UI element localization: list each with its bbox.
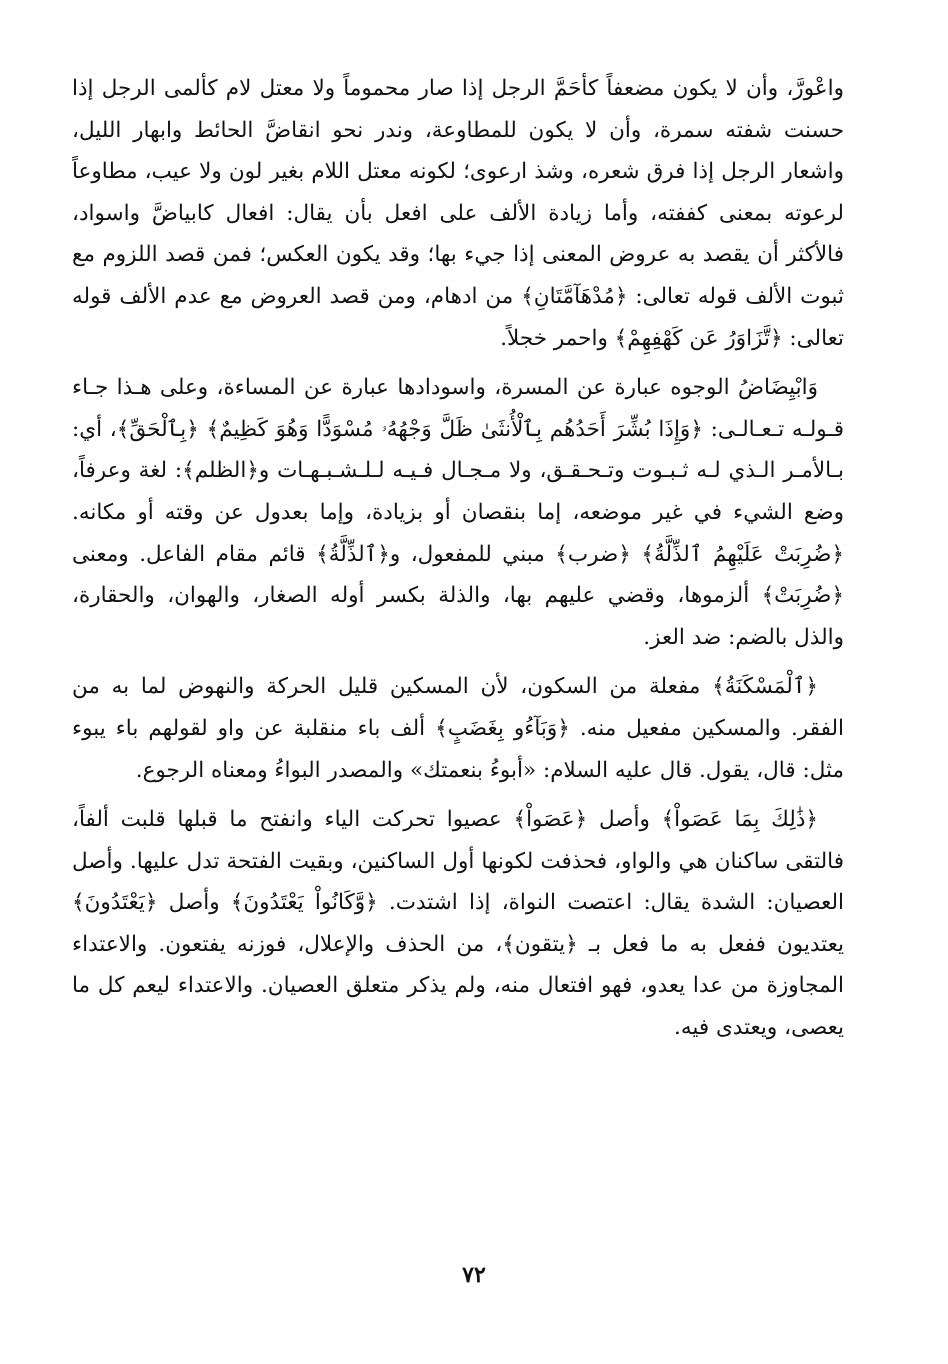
paragraph-2: وَابْيِضَاضُ الوجوه عبارة عن المسرة، واسودادها عبارة عن المساءة، وعلى هـذا جـاء قـولـه تـعـالـى: ﴿وَإِذَا بُشِّرَ أَحَدُهُم بِٱلْأُنثَىٰ ظَلَّ وَجْهُهُۥ مُسْوَدًّا وَهُوَ كَظِيمٌ﴾ ﴿بِٱلْحَقِّ﴾، أي: بـالأمـر الـذي لـه ثـبـوت وتـحـقـق، ولا مـجـال فـيـه لـلـشـبـهـات و﴿الظلم﴾: لغة وعرفاً، وضع الشيء في غير موضعه، إما بنقصان أو بزيادة، وإما بعدول عن وقته أو مكانه. ﴿ضُرِبَتْ عَلَيْهِمُ ٱلذِّلَّةُ﴾ ﴿ضرب﴾ مبني للمفعول، و﴿ٱلذِّلَّةُ﴾ قائم مقام الفاعل. ومعنى ﴿ضُرِبَتْ﴾ ألزموها، وقضي عليهم بها، والذلة بكسر أوله الصغار، والهوان، والحقارة، والذل بالضم: ضد العز. bbox=[72, 375, 844, 650]
paragraph-1: واعْورَّ، وأن لا يكون مضعفاً كأحَمَّ الرجل إذا صار محموماً ولا معتل لام كألمى الرجل إذا حسنت شفته سمرة، وأن لا يكون للمطاوعة، وندر نحو انقاضَّ الحائط وابهار الليل، واشعار الرجل إذا فرق شعره، وشذ ارعوى؛ لكونه معتل اللام بغير لون ولا عيب، مطاوعاً لرعوته بمعنى كففته، وأما زيادة الألف على افعل بأن يقال: افعال كابياضَّ واسواد، فالأكثر أن يقصد به عروض المعنى إذا جيء بها؛ وقد يكون العكس؛ فمن قصد اللزوم مع ثبوت الألف قوله تعالى: ﴿مُدْهَآمَّتَانِ﴾ من ادهام، ومن قصد العروض مع عدم الألف قوله تعالى: ﴿تَّزَاوَرُ عَن كَهْفِهِمْ﴾ واحمر خجلاً. bbox=[72, 76, 844, 351]
page-number: ٧٢ bbox=[462, 1262, 486, 1288]
page-body bbox=[72, 68, 844, 1057]
paragraph-3: ﴿ٱلْمَسْكَنَةُ﴾ مفعلة من السكون، لأن المسكين قليل الحركة والنهوض لما به من الفقر. والمسكين مفعيل منه. ﴿وَبَآءُو بِغَضَبٍ﴾ ألف باء منقلبة عن واو لقولهم باء يبوء مثل: قال، يقول. قال عليه السلام: «أبوءُ بنعمتك» والمصدر البواءُ ومعناه الرجوع. bbox=[72, 674, 844, 783]
paragraph-4: ﴿ذَٰلِكَ بِمَا عَصَواْ﴾ وأصل ﴿عَصَواْ﴾ عصيوا تحركت الياء وانفتح ما قبلها قلبت ألفاً، فالتقى ساكنان هي والواو، فحذفت لكونها أول الساكنين، وبقيت الفتحة تدل عليها. وأصل العصيان: الشدة يقال: اعتصت النواة، إذا اشتدت. ﴿وَّكَانُواْ يَعْتَدُونَ﴾ وأصل ﴿يَعْتَدُونَ﴾ يعتديون ففعل به ما فعل بـ ﴿يتقون﴾، من الحذف والإعلال، فوزنه يفتعون. والاعتداء المجاوزة من عدا يعدو، فهو افتعال منه، ولم يذكر متعلق العصيان. والاعتداء ليعم كل ما يعصى، ويعتدى فيه. bbox=[72, 807, 844, 1041]
